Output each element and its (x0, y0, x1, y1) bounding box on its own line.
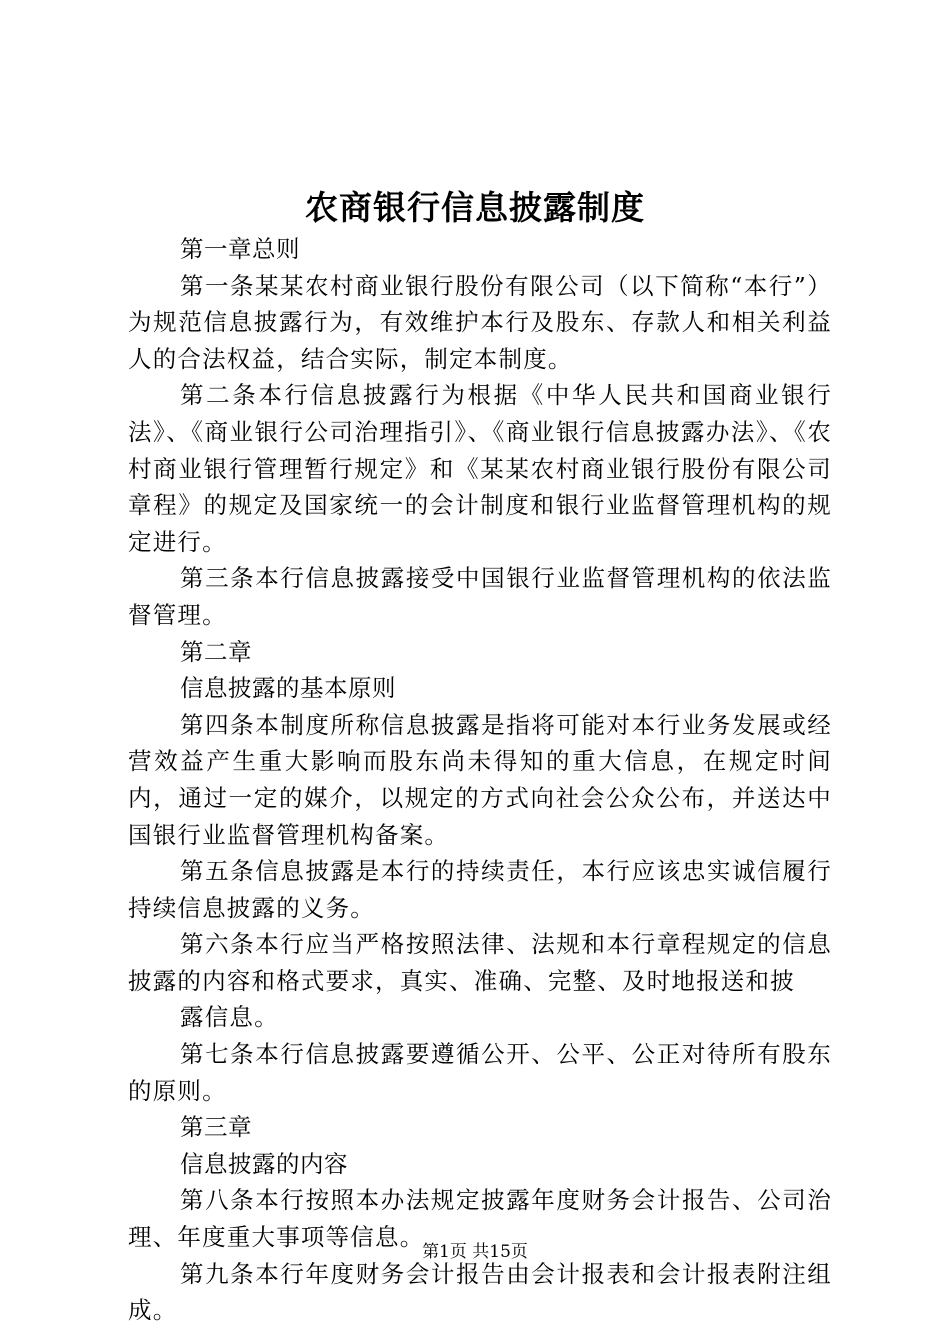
document-title: 农商银行信息披露制度 (305, 188, 645, 227)
article-paragraph: 第一条某某农村商业银行股份有限公司（以下简称“本行”）为规范信息披露行为，有效维护本行及股东、存款人和相关利益人的合法权益，结合实际，制定本制度。 (128, 271, 832, 373)
document-body (128, 231, 832, 1329)
page-number-footer: 第1页 共15页 (422, 1242, 528, 1262)
article-paragraph: 第五条信息披露是本行的持续责任，本行应该忠实诚信履行持续信息披露的义务。 (128, 857, 832, 922)
chapter-subtitle: 信息披露的基本原则 (180, 674, 396, 703)
article-paragraph: 第八条本行按照本办法规定披露年度财务会计报告、公司治理、年度重大事项等信息。 (128, 1186, 832, 1252)
chapter-heading: 第二章 (180, 637, 252, 666)
article-paragraph: 第四条本制度所称信息披露是指将可能对本行业务发展或经营效益产生重大影响而股东尚未得知的重大信息，在规定时间内，通过一定的媒介，以规定的方式向社会公众公布，并送达中国银行业监督管理机构备案。 (128, 710, 832, 849)
article-paragraph: 第七条本行信息披露要遵循公开、公平、公正对待所有股东的原则。 (128, 1040, 832, 1105)
chapter-heading: 第一章总则 (180, 235, 300, 263)
chapter-heading: 第三章 (180, 1113, 252, 1142)
article-paragraph: 第六条本行应当严格按照法律、法规和本行章程规定的信息披露的内容和格式要求，真实、准确、完整、及时地报送和披 (128, 930, 832, 995)
chapter-subtitle: 信息披露的内容 (180, 1149, 348, 1178)
article-paragraph-continuation: 露信息。 (180, 1003, 279, 1032)
article-paragraph: 第二条本行信息披露行为根据《中华人民共和国商业银行法》、《商业银行公司治理指引》、《商业银行信息披露办法》、《农村商业银行管理暂行规定》和《某某农村商业银行股份有限公司章程》的规定及国家统一的会计制度和银行业监督管理机构的规定进行。 (128, 381, 832, 556)
article-paragraph: 第三条本行信息披露接受中国银行业监督管理机构的依法监督管理。 (128, 564, 832, 629)
article-paragraph: 第九条本行年度财务会计报告由会计报表和会计报表附注组成。 (128, 1259, 832, 1325)
